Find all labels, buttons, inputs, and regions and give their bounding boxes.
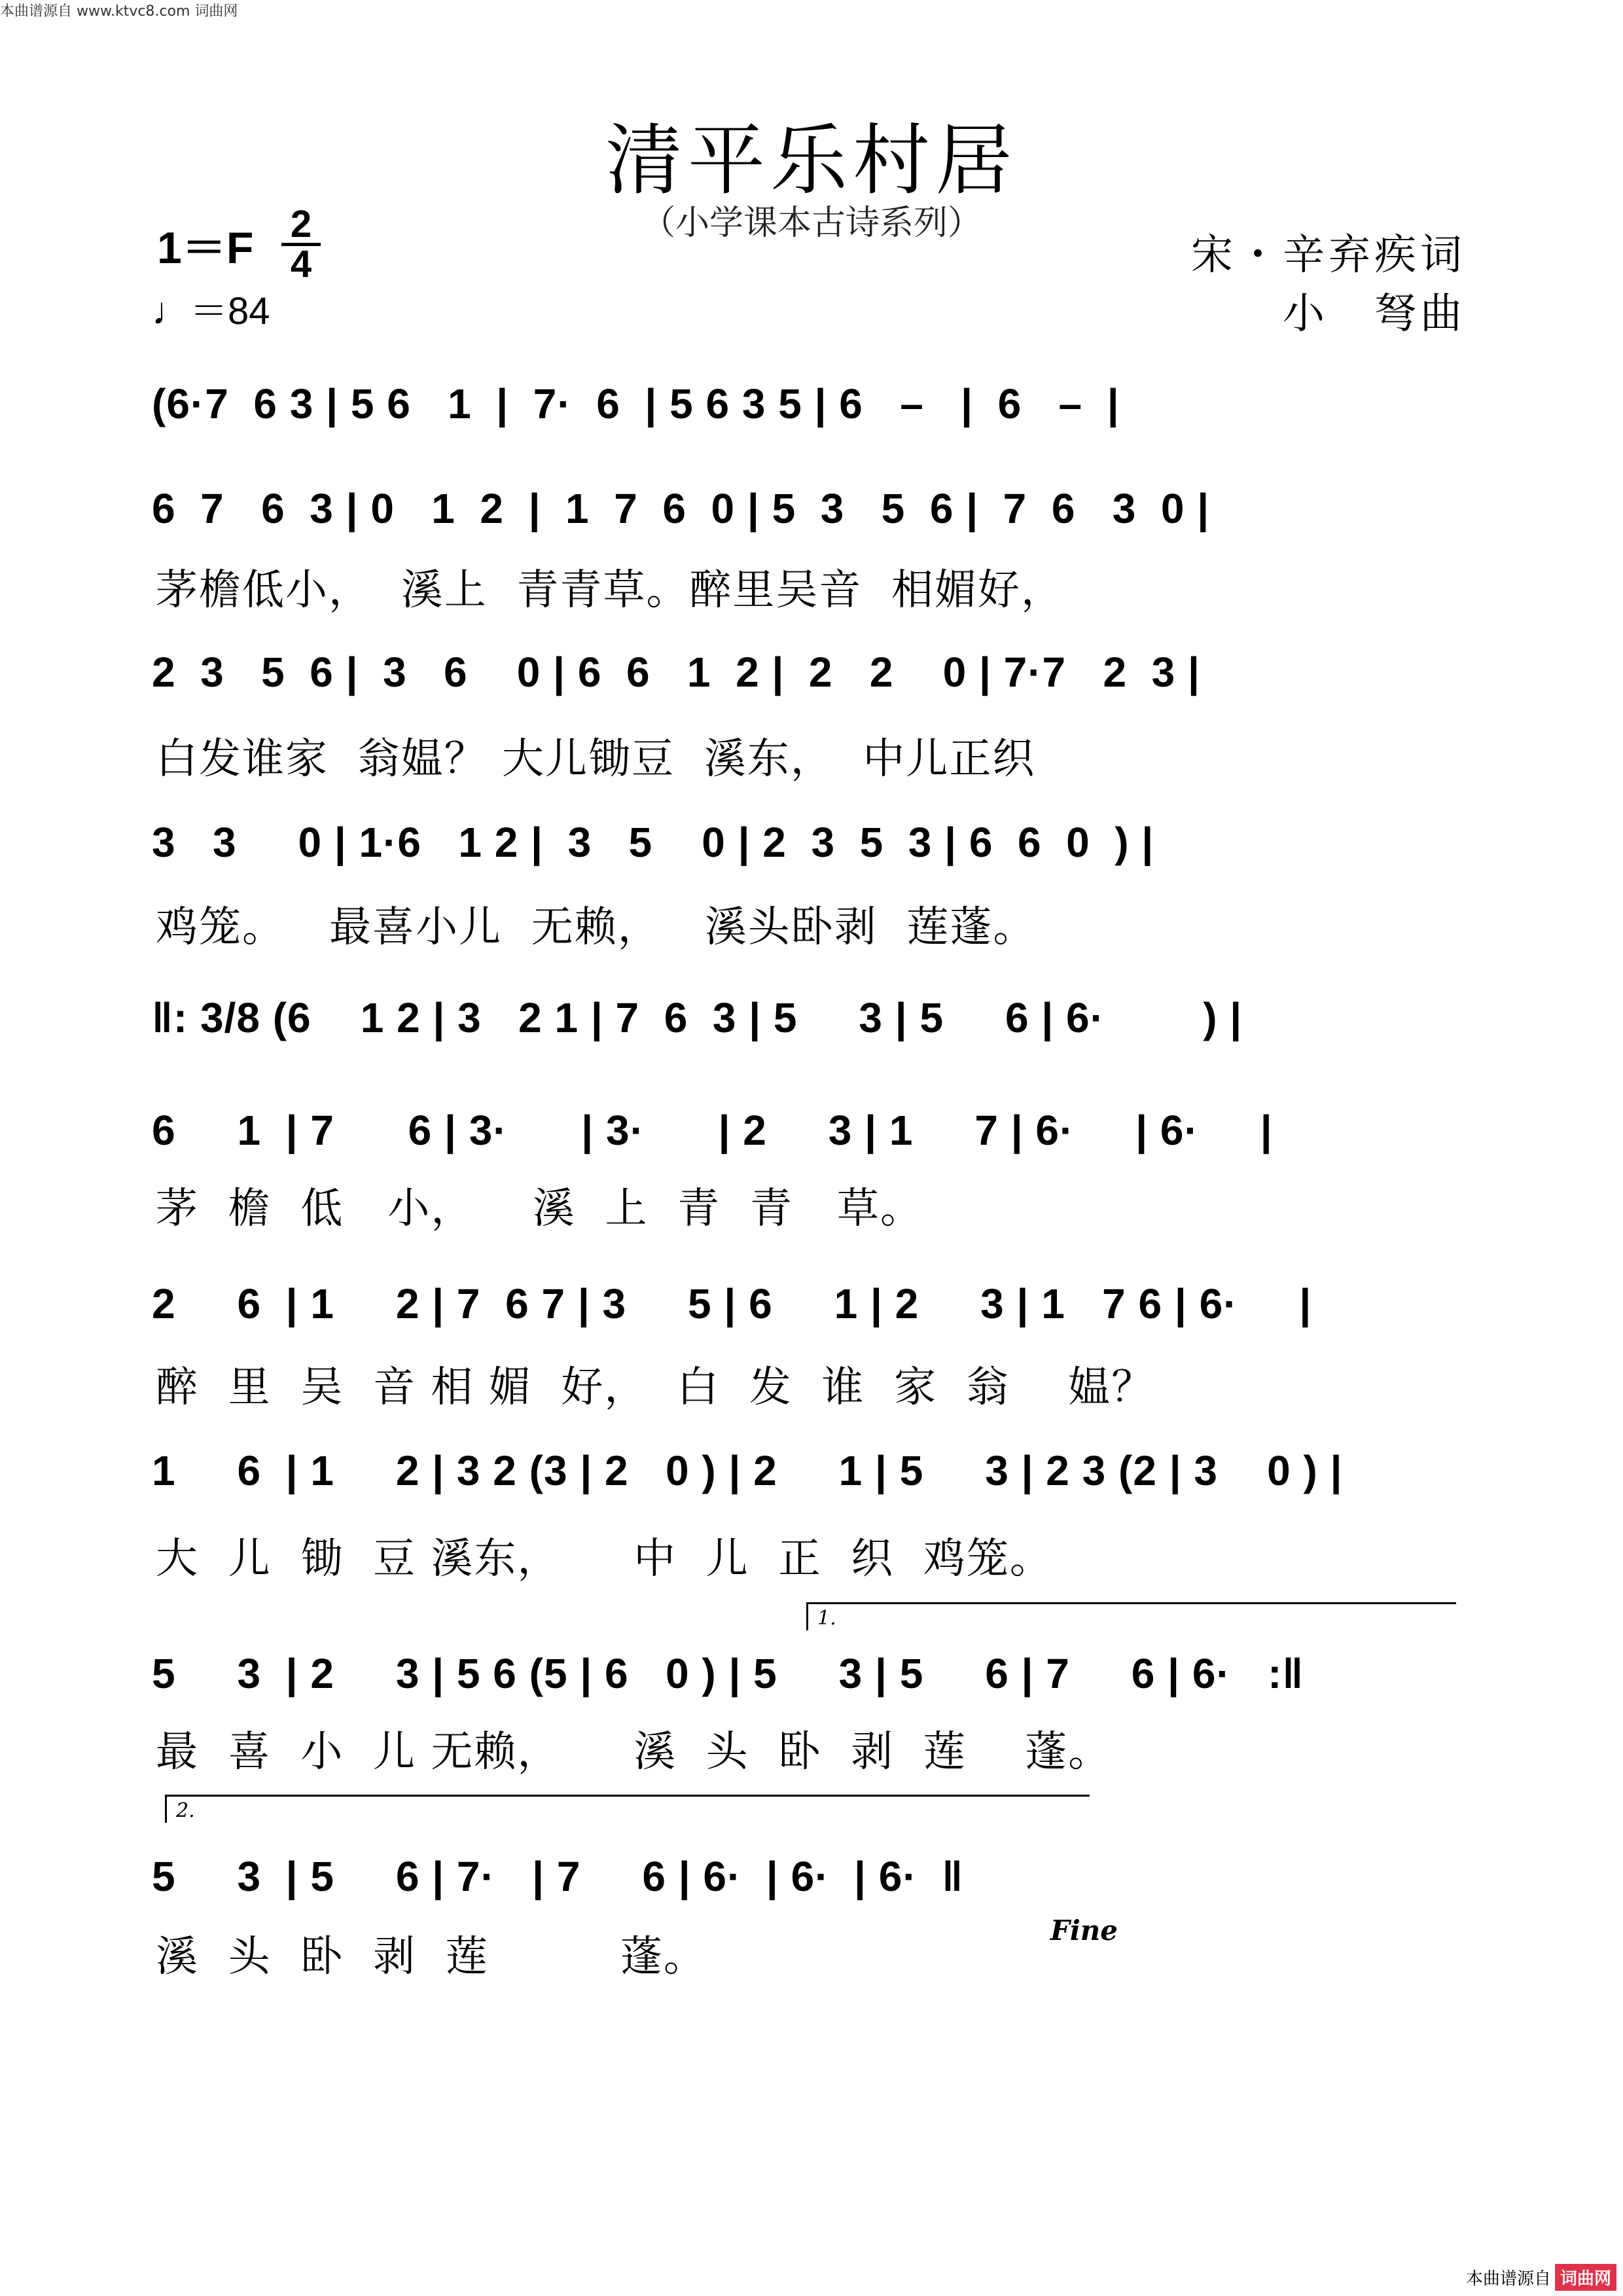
volta-bracket-2 (165, 1795, 1090, 1823)
composer-credit: 小 弩曲 (1283, 290, 1466, 338)
volta-2-label: 2. (176, 1799, 195, 1822)
notation-line-6: 6 1 | 7 6 | 3· | 3· | 2 3 | 1 7 | 6· | 6· | (152, 1107, 1273, 1154)
notation-line-7: 2 6 | 1 2 | 7 6 7 | 3 5 | 6 1 | 2 3 | 1 7 6 | 6· | (152, 1280, 1312, 1327)
notation-line-3: 2 3 5 6 | 3 6 0 | 6 6 1 2 | 2 2 0 | 7·7 2 3 | (152, 649, 1200, 696)
lyric-line-7: 醉 里 吴 音 相 媚 好， 白 发 谁 家 翁 媪？ (156, 1363, 1155, 1412)
lyricist-credit: 宋・辛弃疾词 (1191, 231, 1466, 279)
time-signature-bottom: 4 (290, 243, 312, 285)
notation-line-1: (6·7 6 3 | 5 6 1 | 7· 6 | 5 6 3 5 | 6 – | 6 – | (152, 380, 1120, 427)
lyric-line-9: 最 喜 小 儿 无赖， 溪 头 卧 剥 莲 蓬。 (156, 1728, 1112, 1776)
key-signature: 1＝F (157, 223, 254, 273)
footer-brand: 词曲网 (1555, 2264, 1616, 2291)
tempo-marking: ♩＝84 (152, 290, 270, 332)
site-header-line: 本曲谱源自 www.ktvc8.com 词曲网 (0, 3, 238, 20)
lyric-line-6: 茅 檐 低 小， 溪 上 青 青 草。 (156, 1185, 923, 1233)
lyric-line-2: 茅檐低小， 溪上 青青草。醉里吴音 相媚好， (156, 566, 1065, 615)
notation-line-10: 5 3 | 5 6 | 7· | 7 6 | 6· | 6· | 6· ‖ (152, 1853, 964, 1900)
notation-line-8: 1 6 | 1 2 | 3 2 (3 | 2 0 ) | 2 1 | 5 3 | 2 3 (2 | 3 0 ) | (152, 1447, 1343, 1494)
notation-line-9: 5 3 | 2 3 | 5 6 (5 | 6 0 ) | 5 3 | 5 6 | 7 6 | 6· :‖ (152, 1650, 1304, 1697)
notation-line-4: 3 3 0 | 1·6 1 2 | 3 5 0 | 2 3 5 3 | 6 6 0 ) | (152, 819, 1154, 866)
song-title: 清平乐村居 (605, 115, 1018, 206)
notation-line-2: 6 7 6 3 | 0 1 2 | 1 7 6 0 | 5 3 5 6 | 7 6 3 0 | (152, 485, 1210, 532)
notation-line-5: ‖: 3/8 (6 1 2 | 3 2 1 | 7 6 3 | 5 3 | 5 6 | 6· ) | (152, 994, 1243, 1041)
time-signature (281, 203, 321, 285)
footer-source-text: 本曲谱源自 (1465, 2269, 1551, 2289)
time-signature-top: 2 (290, 203, 312, 245)
footer-logo (1466, 2264, 1616, 2291)
volta-bracket-1 (806, 1602, 1456, 1630)
lyric-line-10: 溪 头 卧 剥 莲 蓬。 (156, 1933, 707, 1981)
song-subtitle: （小学课本古诗系列） (641, 204, 982, 243)
lyric-line-3: 白发谁家 翁媪？ 大儿锄豆 溪东， 中儿正织 (156, 735, 1036, 783)
lyric-line-4: 鸡笼。 最喜小儿 无赖， 溪头卧剥 莲蓬。 (156, 903, 1037, 952)
lyric-line-8: 大 儿 锄 豆 溪东， 中 儿 正 织 鸡笼。 (156, 1535, 1053, 1583)
fine-marking: Fine (1050, 1914, 1118, 1946)
volta-1-label: 1. (817, 1607, 836, 1630)
